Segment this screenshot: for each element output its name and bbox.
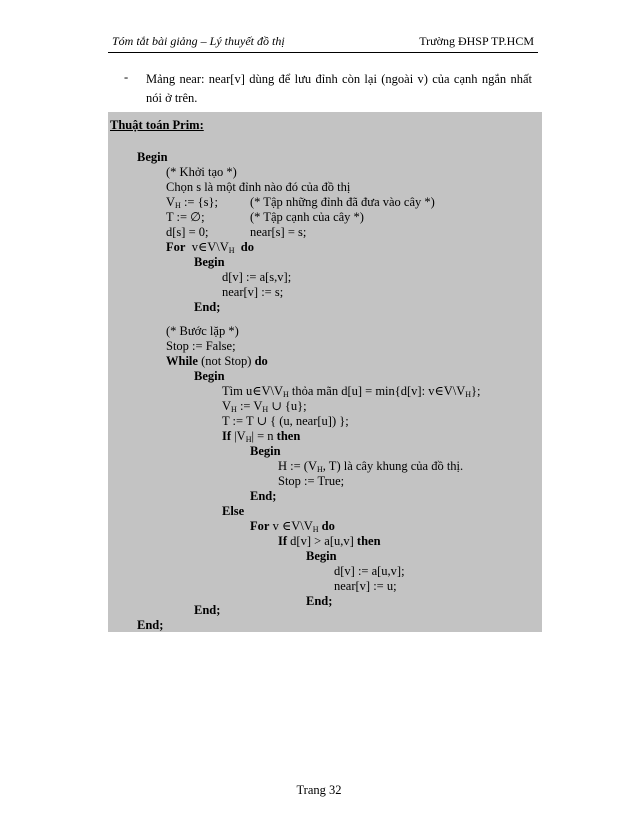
code-nearv2-assign: near[v] := u; — [334, 579, 397, 593]
code-end-4: End; — [250, 489, 277, 503]
code-for-loop: For $v\in V\backslash V_H$ do — [166, 240, 254, 255]
code-stop-true: Stop := True; — [278, 474, 345, 488]
code-vh-assign: $V_H$ := {s}; — [166, 195, 218, 210]
code-near-assign: near[s] = s; — [250, 225, 307, 239]
code-end-5: End; — [306, 594, 333, 608]
code-else: Else — [222, 504, 245, 518]
code-dv-assign: d[v] := a[s,v]; — [222, 270, 292, 284]
code-vh-comment: (* Tập những đỉnh đã đưa vào cây *) — [250, 195, 435, 209]
code-dv2-assign: d[v] := a[u,v]; — [334, 564, 405, 578]
code-find-u: Tìm $u\in V\backslash V_H$ thỏa mãn d[u] = min{d[v]: $v\in V\backslash V_H$}; — [222, 384, 481, 399]
code-loop-comment: (* Bước lặp *) — [166, 324, 239, 338]
code-d-assign: d[s] = 0; — [166, 225, 209, 239]
code-begin-3: Begin — [194, 369, 225, 383]
code-end-1: End; — [137, 618, 164, 632]
code-if-vh-n: If $|V_H| = n$ then — [222, 429, 301, 444]
code-end-3: End; — [194, 603, 221, 617]
code-t-comment: (* Tập cạnh của cây *) — [250, 210, 364, 224]
code-init-comment: (* Khởi tạo *) — [166, 165, 237, 179]
page-number: Trang 32 — [296, 783, 342, 797]
header-right-school: Trường ĐHSP TP.HCM — [419, 34, 534, 48]
code-begin-2: Begin — [194, 255, 225, 269]
code-t-assign: T := ∅; — [166, 210, 205, 224]
code-for-2: For v $\in V\backslash V_H$ do — [250, 519, 335, 534]
code-while-loop: While (not Stop) do — [166, 354, 268, 368]
code-nearv-assign: near[v] := s; — [222, 285, 284, 299]
code-stop-assign: Stop := False; — [166, 339, 236, 353]
algorithm-title: Thuật toán Prim: — [110, 118, 204, 132]
bullet-text: Mảng near: near[v] dùng để lưu đỉnh còn lại (ngoài v) của cạnh ngắn nhất nói ở trên. — [146, 72, 532, 105]
code-h-assign: H := ($V_H$, T) là cây khung của đồ thị. — [278, 459, 464, 474]
header-rule — [108, 52, 538, 53]
code-begin-5: Begin — [306, 549, 337, 563]
header-left-title: Tóm tắt bài giảng – Lý thuyết đồ thị — [112, 34, 285, 48]
code-if-2: If d[v] > a[u,v] then — [278, 534, 381, 548]
bullet-dash: - — [124, 70, 129, 84]
code-begin: Begin — [137, 150, 168, 164]
code-choose-s: Chọn s là một đỉnh nào đó của đồ thị — [166, 180, 351, 194]
code-t-union: T := T ∪ { (u, near[u]) }; — [222, 414, 349, 428]
code-begin-4: Begin — [250, 444, 281, 458]
code-end-2: End; — [194, 300, 221, 314]
code-vh-union: $V_H$ := $V_H$ ∪ {u}; — [222, 399, 307, 414]
